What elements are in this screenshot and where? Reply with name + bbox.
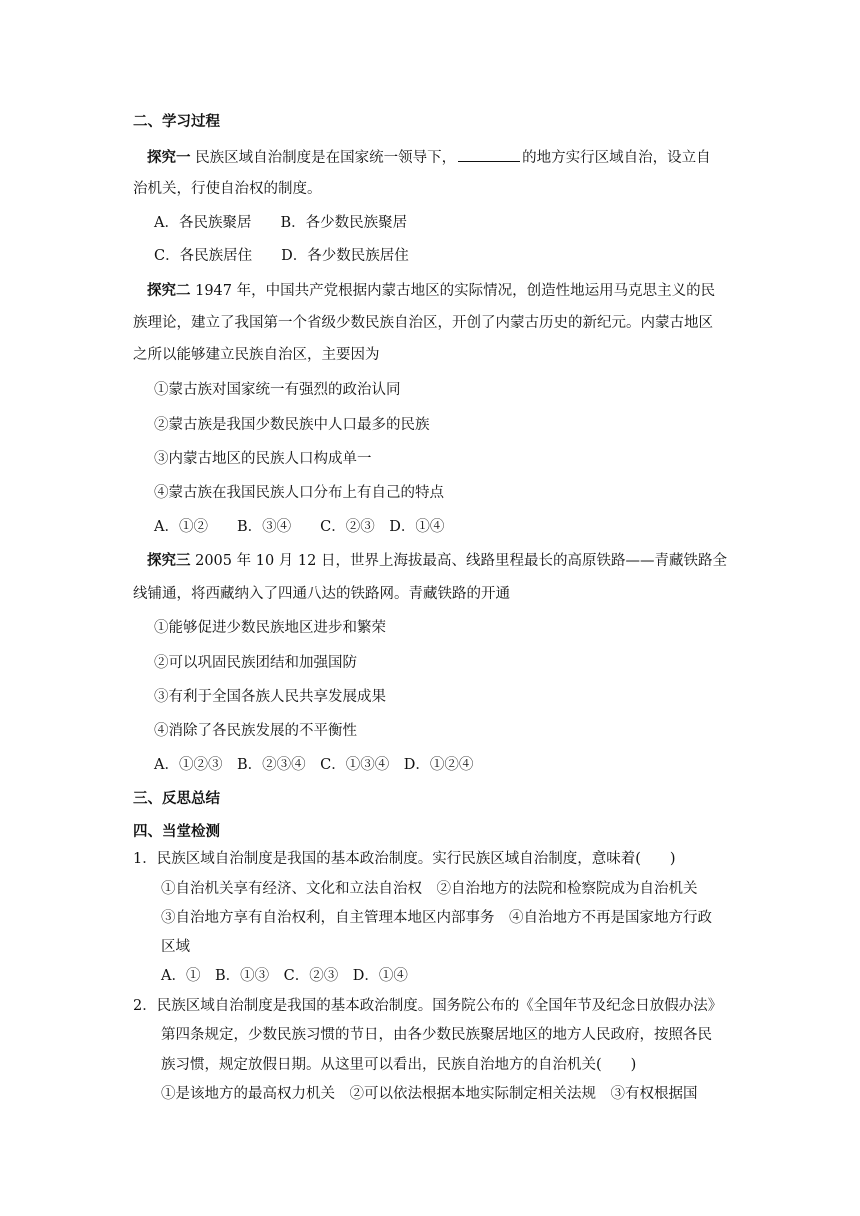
section-heading-learning-process: 二、学习过程: [133, 114, 220, 130]
test-1-line-1: 1．民族区域自治制度是我国的基本政治制度。实行民族区域自治制度，意味着( ): [133, 851, 676, 867]
question-3-item-1: ①能够促进少数民族地区进步和繁荣: [154, 620, 386, 636]
question-3-options: A．①②③ B．②③④ C．①③④ D．①②④: [154, 757, 474, 773]
question-1-line-1: [147, 147, 711, 168]
test-1-line-4: 区域: [161, 939, 190, 955]
question-3-line-2: 线铺通，将西藏纳入了四通八达的铁路网。青藏铁路的开通: [133, 586, 510, 602]
question-2-text: 1947 年，中国共产党根据内蒙古地区的实际情况，创造性地运用马克思主义的民: [190, 283, 716, 299]
question-2-line-2: 族理论，建立了我国第一个省级少数民族自治区，开创了内蒙古历史的新纪元。内蒙古地区: [133, 315, 713, 331]
section-heading-reflection: 三、反思总结: [133, 791, 220, 807]
question-2-line-1: [147, 281, 715, 301]
test-1-line-2: ①自治机关享有经济、文化和立法自治权 ②自治地方的法院和检察院成为自治机关: [161, 881, 698, 897]
answer-blank: [458, 147, 520, 162]
test-1-line-3: ③自治地方享有自治权利，自主管理本地区内部事务 ④自治地方不再是国家地方行政: [161, 910, 712, 926]
question-2-line-3: 之所以能够建立民族自治区，主要因为: [133, 347, 380, 363]
question-1-options-cd: C．各民族居住 D．各少数民族居住: [154, 248, 409, 264]
question-3-line-1: [147, 551, 727, 571]
test-2-line-4: ①是该地方的最高权力机关 ②可以依法根据本地实际制定相关法规 ③有权根据国: [161, 1086, 698, 1102]
question-1-text-b: 的地方实行区域自治，设立自: [522, 150, 711, 166]
test-2-line-2: 第四条规定，少数民族习惯的节日，由各少数民族聚居地区的地方人民政府，按照各民: [161, 1027, 712, 1043]
question-2-item-3: ③内蒙古地区的民族人口构成单一: [154, 451, 372, 467]
question-3-item-3: ③有利于全国各族人民共享发展成果: [154, 689, 386, 705]
question-1-options-ab: A．各民族聚居 B．各少数民族聚居: [154, 215, 408, 231]
question-2-item-4: ④蒙古族在我国民族人口分布上有自己的特点: [154, 485, 444, 501]
test-1-options: A．① B．①③ C．②③ D．①④: [161, 968, 408, 984]
question-2-item-1: ①蒙古族对国家统一有强烈的政治认同: [154, 382, 401, 398]
question-1-label: 探究一: [147, 150, 191, 166]
question-3-item-2: ②可以巩固民族团结和加强国防: [154, 655, 357, 671]
question-2-label: 探究二: [147, 283, 191, 299]
question-1-line-2: 治机关，行使自治权的制度。: [133, 181, 322, 197]
question-2-item-2: ②蒙古族是我国少数民族中人口最多的民族: [154, 417, 430, 433]
question-3-text: 2005 年 10 月 12 日，世界上海拔最高、线路里程最长的高原铁路——青藏铁路全: [190, 553, 727, 569]
question-3-label: 探究三: [147, 553, 191, 569]
test-2-line-1: 2．民族区域自治制度是我国的基本政治制度。国务院公布的《全国年节及纪念日放假办法》: [133, 998, 723, 1014]
test-2-line-3: 族习惯，规定放假日期。从这里可以看出，民族自治地方的自治机关( ): [161, 1057, 637, 1073]
section-heading-class-test: 四、当堂检测: [133, 824, 220, 840]
question-3-item-4: ④消除了各民族发展的不平衡性: [154, 723, 357, 739]
question-2-options: A．①② B．③④ C．②③ D．①④: [154, 519, 445, 535]
question-1-text-a: 民族区域自治制度是在国家统一领导下，: [190, 150, 457, 166]
